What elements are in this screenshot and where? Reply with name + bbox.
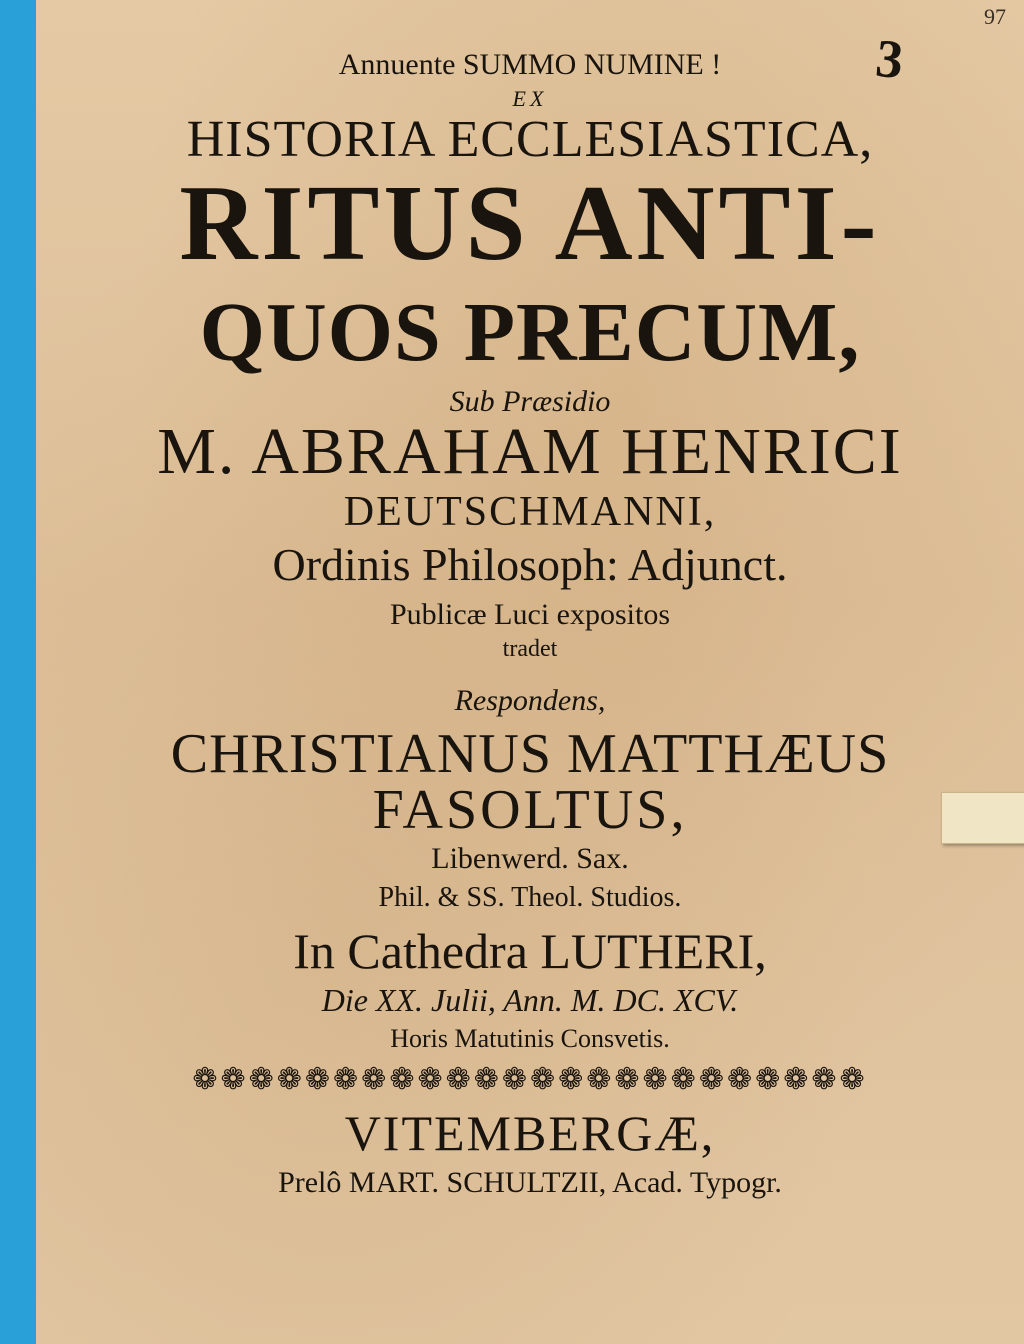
title-ritus-line: RITUS ANTI- [179,164,881,283]
respondens-line: Respondens, [454,684,606,717]
sub-praesidio-line: Sub Præsidio [449,385,611,418]
praeses-surname-line: DEUTSCHMANNI, [343,489,717,535]
printer-line: Prelô MART. SCHULTZII, Acad. Typogr. [278,1166,782,1199]
invocation-line: Annuente SUMMO NUMINE ! [338,48,722,81]
tradet-line: tradet [502,636,558,662]
origin-line: Libenwerd. Sax. [431,842,629,875]
cathedra-line: In Cathedra LUTHERI, [293,923,767,979]
page-number: 3 [872,27,907,91]
ex-line: EX [512,86,548,111]
ornament-border: ❁❁❁❁❁❁❁❁❁❁❁❁❁❁❁❁❁❁❁❁❁❁❁❁ [192,1063,868,1096]
title-quos-line: QUOS PRECUM, [199,286,861,379]
hours-line: Horis Matutinis Consvetis. [390,1024,670,1053]
respondent-name-line: CHRISTIANUS MATTHÆUS [170,723,890,785]
praeses-name-line: M. ABRAHAM HENRICI [157,415,903,488]
imprint-place-line: VITEMBERGÆ, [344,1105,716,1161]
respondent-surname-line: FASOLTUS, [372,779,688,841]
date-line: Die XX. Julii, Ann. M. DC. XCV. [321,982,739,1018]
paper-tab [941,792,1024,844]
title-page [36,0,1024,1344]
publicae-line: Publicæ Luci expositos [390,598,670,631]
corner-mark: 97 [984,4,1006,29]
ordinis-line: Ordinis Philosoph: Adjunct. [272,539,788,590]
studiosus-line: Phil. & SS. Theol. Studios. [378,882,682,913]
historia-line: HISTORIA ECCLESIASTICA, [186,111,874,168]
